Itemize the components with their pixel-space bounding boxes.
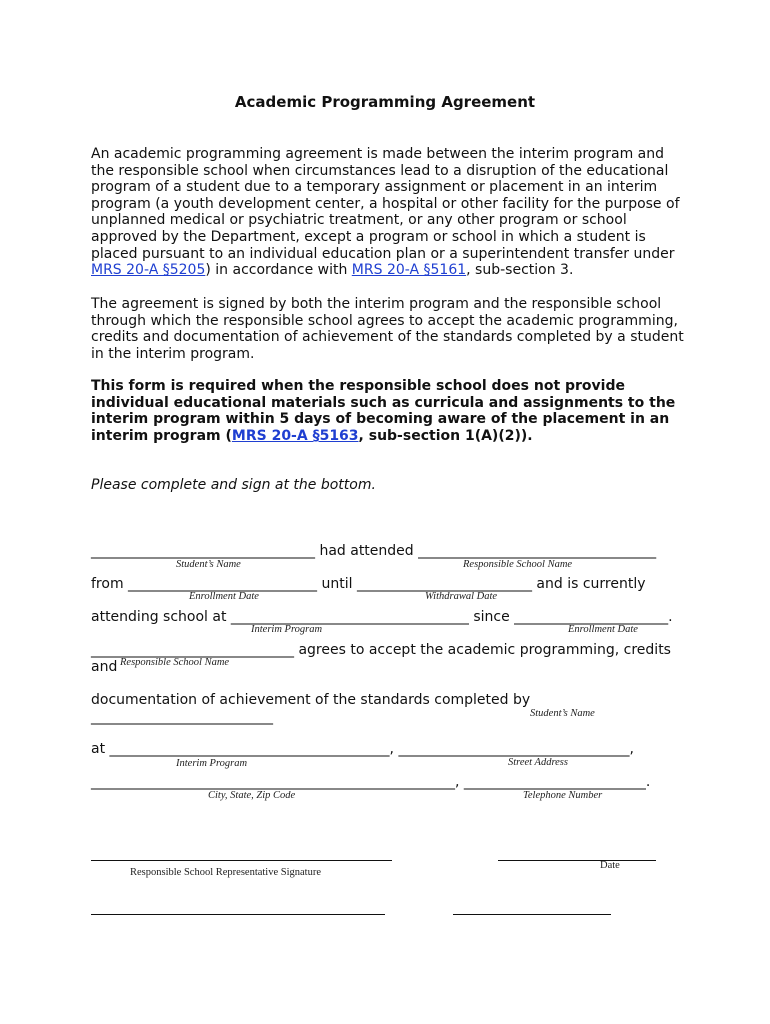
student-name-field[interactable]: ________________________________ [91, 543, 315, 559]
form-row-4 [91, 642, 671, 658]
requirement-text-a: This form is required when the responsible school does not provide individual educational materials such as curricula and assignments to the interim program within 5 days of becoming aware of the placement in an interim program ( [91, 378, 676, 444]
agreement-paragraph: The agreement is signed by both the interim program and the responsible school through which the responsible school agrees to accept the academic programming, credits and documentation of achievement of the standards completed by a student in the interim program. [91, 296, 684, 362]
currently-text: and is currently [531, 576, 646, 592]
interim-program-caption-2: Interim Program [176, 758, 248, 769]
date-line-2[interactable] [453, 914, 611, 915]
student-name-caption: Student’s Name [176, 559, 241, 570]
enrollment-date-caption: Enrollment Date [189, 591, 259, 602]
comma-text-2: , [455, 774, 464, 790]
intro-text-a: An academic programming agreement is made between the interim program and the responsible school when circumstances lead to a disruption of the educational program of a student due to a temporary assignment or placement in an interim program (a youth development center, a hospital or other facility for the purpose of unplanned medical or psychiatric treatment, or any other program or school approved by the Department, except a program or school in which a student is placed pursuant to an individual education plan or a superintendent transfer under [91, 146, 680, 262]
interim-enrollment-date-field[interactable]: ______________________. [514, 609, 673, 625]
comma-text: , [389, 741, 399, 757]
signature-caption: Responsible School Representative Signature [130, 867, 322, 878]
and-text: and [91, 659, 118, 675]
form-row-3 [91, 609, 673, 625]
student-name-caption-2: Student’s Name [530, 708, 595, 719]
withdrawal-date-field[interactable]: _________________________ [356, 576, 532, 592]
accepting-school-field[interactable]: _____________________________ [91, 642, 294, 658]
interim-program-field-2[interactable]: ________________________________________ [109, 741, 390, 757]
responsible-school-field[interactable]: __________________________________ [418, 543, 657, 559]
documentation-text: documentation of achievement of the standards completed by [91, 692, 531, 708]
city-state-zip-caption: City, State, Zip Code [208, 790, 296, 801]
since-text: since [468, 609, 515, 625]
signature-line-2[interactable] [91, 914, 385, 915]
requirement-paragraph [91, 378, 691, 444]
intro-text-b: ) in accordance with [205, 262, 352, 279]
withdrawal-date-caption: Withdrawal Date [425, 591, 498, 602]
interim-program-field[interactable]: __________________________________ [230, 609, 469, 625]
street-address-caption: Street Address [508, 757, 568, 768]
form-row-6 [91, 741, 634, 757]
page-title: Academic Programming Agreement [234, 93, 536, 111]
date-caption: Date [600, 860, 620, 871]
interim-enrollment-date-caption: Enrollment Date [568, 624, 638, 635]
telephone-field[interactable]: __________________________. [463, 774, 651, 790]
agrees-text: agrees to accept the academic programming, credits [294, 642, 671, 658]
interim-program-caption: Interim Program [251, 624, 323, 635]
from-text: from [91, 576, 129, 592]
statute-link-5205[interactable]: MRS 20-A §5205 [91, 262, 206, 279]
responsible-school-caption: Responsible School Name [463, 559, 573, 570]
intro-text-c: , sub-section 3. [466, 262, 574, 279]
accepting-school-caption: Responsible School Name [120, 657, 230, 668]
at-text: at [91, 741, 110, 757]
street-address-field[interactable]: _________________________________, [398, 741, 634, 757]
date-line[interactable] [498, 860, 656, 861]
enrollment-date-field[interactable]: ___________________________ [128, 576, 318, 592]
telephone-caption: Telephone Number [523, 790, 603, 801]
intro-paragraph [91, 146, 691, 279]
until-text: until [317, 576, 357, 592]
form-row-7 [91, 774, 650, 790]
signature-line[interactable] [91, 860, 392, 861]
had-attended-text: had attended [315, 543, 419, 559]
instruction-text: Please complete and sign at the bottom. [91, 477, 376, 493]
requirement-text-b: , sub-section 1(A)(2)). [358, 427, 533, 444]
city-state-zip-field[interactable]: ____________________________________________________ [91, 774, 455, 790]
form-row-1 [91, 543, 656, 559]
student-name-field-2[interactable]: __________________________ [91, 709, 273, 725]
form-row-2 [91, 576, 646, 592]
statute-link-5163[interactable]: MRS 20-A §5163 [231, 427, 359, 444]
attending-school-text: attending school at [91, 609, 231, 625]
statute-link-5161[interactable]: MRS 20-A §5161 [351, 262, 467, 279]
